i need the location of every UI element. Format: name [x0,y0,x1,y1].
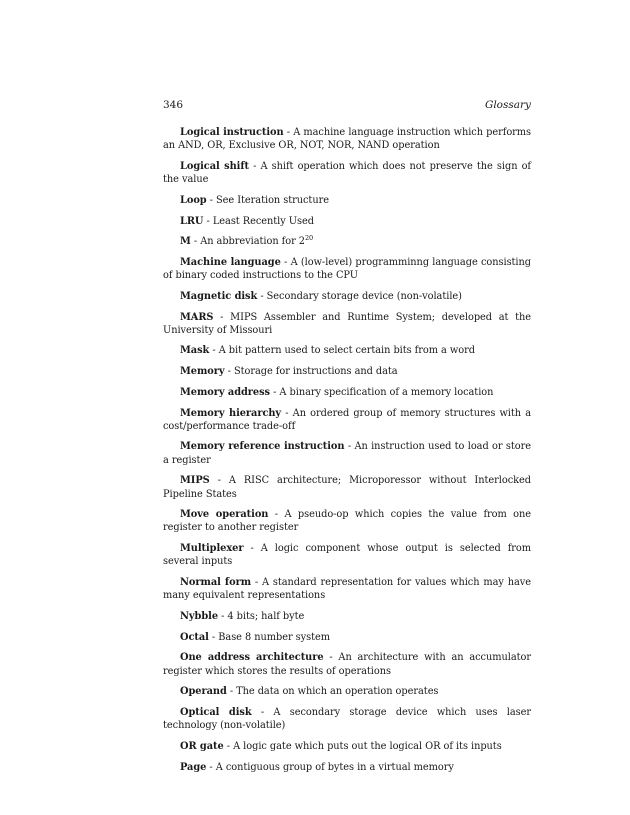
glossary-entry [163,160,531,186]
glossary-definition: Least Recently Used [212,215,314,227]
glossary-definition: Storage for instructions and data [233,366,398,378]
term-separator: - [270,386,280,398]
glossary-entry [163,256,531,282]
glossary-entry [163,290,531,303]
glossary-term: Memory [180,366,225,378]
glossary-term: Memory address [180,386,271,398]
running-header [163,98,531,112]
glossary-entry [163,761,531,774]
glossary-definition: A logic component whose output is selected from several inputs [163,543,532,568]
glossary-definition: 4 bits; half byte [227,610,305,622]
term-separator: - [281,407,293,419]
glossary-list [163,126,531,774]
glossary-term: Operand [180,686,227,698]
glossary-term: Optical disk [180,707,252,718]
glossary-definition: MIPS Assembler and Runtime System; developed at the University of Missouri [163,311,532,336]
glossary-definition: A logic gate which puts out the logical OR of its inputs [233,740,502,752]
term-separator: - [208,631,219,643]
glossary-term: Normal form [180,577,252,589]
term-separator: - [203,215,213,227]
glossary-entry [163,508,531,534]
glossary-definition: Base 8 number system [218,631,330,643]
glossary-entry [163,311,531,337]
glossary-definition: A machine language instruction which performs an AND, OR, Exclusive OR, NOT, NOR, NAND operation [163,127,532,152]
term-separator: - [344,441,355,453]
glossary-definition: A (low-level) programminng language consisting of binary coded instructions to the CPU [163,256,531,282]
glossary-entry [163,685,531,698]
term-separator: - [251,707,274,718]
glossary-entry [163,631,531,644]
glossary-term: LRU [180,215,204,227]
glossary-entry [163,235,531,248]
glossary-entry [163,651,531,677]
glossary-term: Move operation [180,509,269,521]
glossary-term: Logical instruction [180,127,284,138]
term-separator: - [209,475,229,487]
term-separator: - [213,311,231,323]
glossary-term: MIPS [180,475,210,487]
glossary-entry [163,474,531,500]
glossary-term: Mask [180,345,210,357]
term-separator: - [190,236,201,248]
glossary-term: Loop [180,194,207,206]
glossary-definition: An instruction used to load or store a register [163,441,531,466]
term-separator: - [206,761,216,773]
term-separator: - [323,652,339,664]
term-separator: - [226,686,237,698]
glossary-term: Octal [180,631,209,643]
glossary-entry [163,194,531,207]
section-title: Glossary [484,99,531,111]
glossary-term: MARS [180,311,214,323]
term-separator: - [257,290,267,302]
glossary-entry [163,542,531,568]
glossary-term: Memory hierarchy [180,407,282,419]
glossary-definition: The data on which an operation operates [236,686,439,698]
term-separator: - [218,610,228,622]
glossary-term: Logical shift [180,160,249,172]
term-separator: - [243,543,261,555]
glossary-entry [163,440,531,466]
superscript-exponent: 20 [304,234,314,243]
glossary-entry [163,610,531,623]
term-separator: - [209,345,219,357]
glossary-term: One address architecture [180,652,324,664]
term-separator: - [268,509,285,521]
glossary-definition: An architecture with an accumulator register which stores the results of operations [163,652,531,677]
glossary-entry [163,365,531,378]
glossary-definition: A standard representation for values which may have many equivalent representations [163,577,531,602]
glossary-definition: Secondary storage device (non-volatile) [266,290,462,302]
glossary-term: Memory reference instruction [180,441,345,453]
term-separator: - [223,740,234,752]
glossary-definition: A secondary storage device which uses laser technology (non-volatile) [163,707,531,732]
page-number: 346 [163,99,184,111]
term-separator: - [248,160,261,172]
glossary-definition: A binary specification of a memory location [279,386,494,398]
term-separator: - [280,256,291,268]
term-separator: - [283,127,294,138]
glossary-term: Nybble [180,610,219,622]
glossary-term: Machine language [180,256,281,268]
glossary-term: Magnetic disk [180,290,258,302]
glossary-term: Multiplexer [180,543,244,555]
glossary-definition: A shift operation which does not preserve the sign of the value [163,160,532,186]
glossary-definition: See Iteration structure [216,194,329,206]
glossary-term: M [180,236,191,248]
glossary-definition: A bit pattern used to select certain bits from a word [218,345,475,357]
glossary-entry [163,407,531,433]
glossary-entry [163,126,531,152]
term-separator: - [206,194,216,206]
document-page [163,98,531,781]
glossary-entry [163,740,531,753]
glossary-entry [163,386,531,399]
glossary-term: OR gate [180,740,224,752]
glossary-entry [163,576,531,602]
glossary-definition: An abbreviation for 2 [200,236,305,248]
glossary-definition: An ordered group of memory structures with a cost/performance trade-off [163,407,531,432]
glossary-definition: A contiguous group of bytes in a virtual memory [215,761,454,773]
glossary-definition: A pseudo-op which copies the value from one register to another register [163,509,532,534]
term-separator: - [224,366,234,378]
glossary-definition: A RISC architecture; Microporessor without Interlocked Pipeline States [163,475,532,500]
glossary-term: Page [180,761,207,773]
term-separator: - [251,577,262,589]
glossary-entry [163,215,531,228]
glossary-entry [163,706,531,732]
glossary-entry [163,344,531,357]
